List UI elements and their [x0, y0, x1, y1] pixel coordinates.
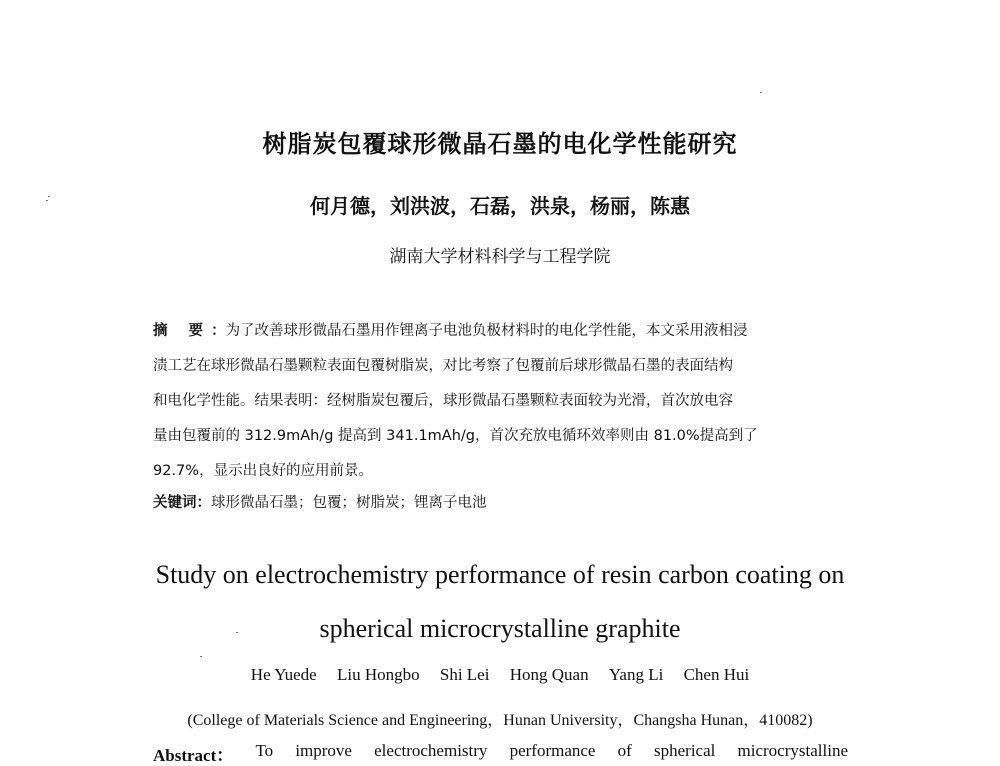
scan-speck [48, 196, 50, 197]
scan-speck [760, 92, 762, 93]
scan-speck [236, 632, 238, 633]
chinese-title: 树脂炭包覆球形微晶石墨的电化学性能研究 [262, 130, 738, 158]
chinese-authors: 何月德，刘洪波，石磊，洪泉，杨丽，陈惠 [310, 194, 690, 218]
english-abstract-word: microcrystalline [737, 741, 848, 760]
chinese-keywords [153, 491, 853, 512]
english-abstract-label: Abstract： [153, 746, 234, 765]
english-abstract-word: of [617, 741, 632, 760]
english-abstract-word: improve [295, 741, 352, 760]
chinese-abstract-line-2: 渍工艺在球形微晶石墨颗粒表面包覆树脂炭，对比考察了包覆前后球形微晶石墨的表面结构 [153, 358, 733, 374]
chinese-abstract-label: 摘 要 [153, 323, 212, 339]
english-abstract-word: spherical [654, 741, 716, 760]
english-author: Liu Hongbo [336, 665, 420, 684]
chinese-abstract-line-1 [153, 314, 853, 349]
english-authors [0, 665, 1000, 685]
english-abstract-line-1 [153, 741, 848, 766]
scan-speck [200, 656, 202, 657]
english-author: Hong Quan [509, 665, 589, 684]
chinese-abstract-line-5: 92.7%，显示出良好的应用前景。 [153, 463, 374, 479]
chinese-abstract-line-3: 和电化学性能。结果表明：经树脂炭包覆后，球形微晶石墨颗粒表面较为光滑，首次放电容 [153, 393, 733, 409]
english-title-line-1: Study on electrochemistry performance of resin carbon coating on [155, 560, 845, 589]
english-affiliation: (College of Materials Science and Engineering，Hunan University，Changsha Hunan，410082) [187, 712, 813, 729]
chinese-keywords-text: 球形微晶石墨；包覆；树脂炭；锂离子电池 [211, 495, 487, 511]
english-author: Shi Lei [439, 665, 490, 684]
english-title-line-2: spherical microcrystalline graphite [319, 614, 681, 643]
chinese-affiliation: 湖南大学材料科学与工程学院 [389, 247, 611, 267]
english-author: He Yuede [250, 665, 317, 684]
chinese-abstract-label-colon: ： [211, 323, 226, 339]
scan-speck [46, 200, 48, 201]
chinese-abstract-line-4: 量由包覆前的 312.9mAh/g 提高到 341.1mAh/g，首次充放电循环效率则由 81.0%提高到了 [153, 428, 758, 444]
english-abstract-word: electrochemistry [374, 741, 488, 760]
english-abstract-word: To [255, 741, 274, 760]
chinese-abstract [153, 314, 853, 489]
english-abstract-word: performance [509, 741, 596, 760]
chinese-keywords-label: 关键词： [153, 495, 211, 511]
english-author: Yang Li [608, 665, 664, 684]
chinese-abstract-text: 为了改善球形微晶石墨用作锂离子电池负极材料时的电化学性能，本文采用液相浸 [225, 323, 748, 339]
english-author: Chen Hui [683, 665, 750, 684]
